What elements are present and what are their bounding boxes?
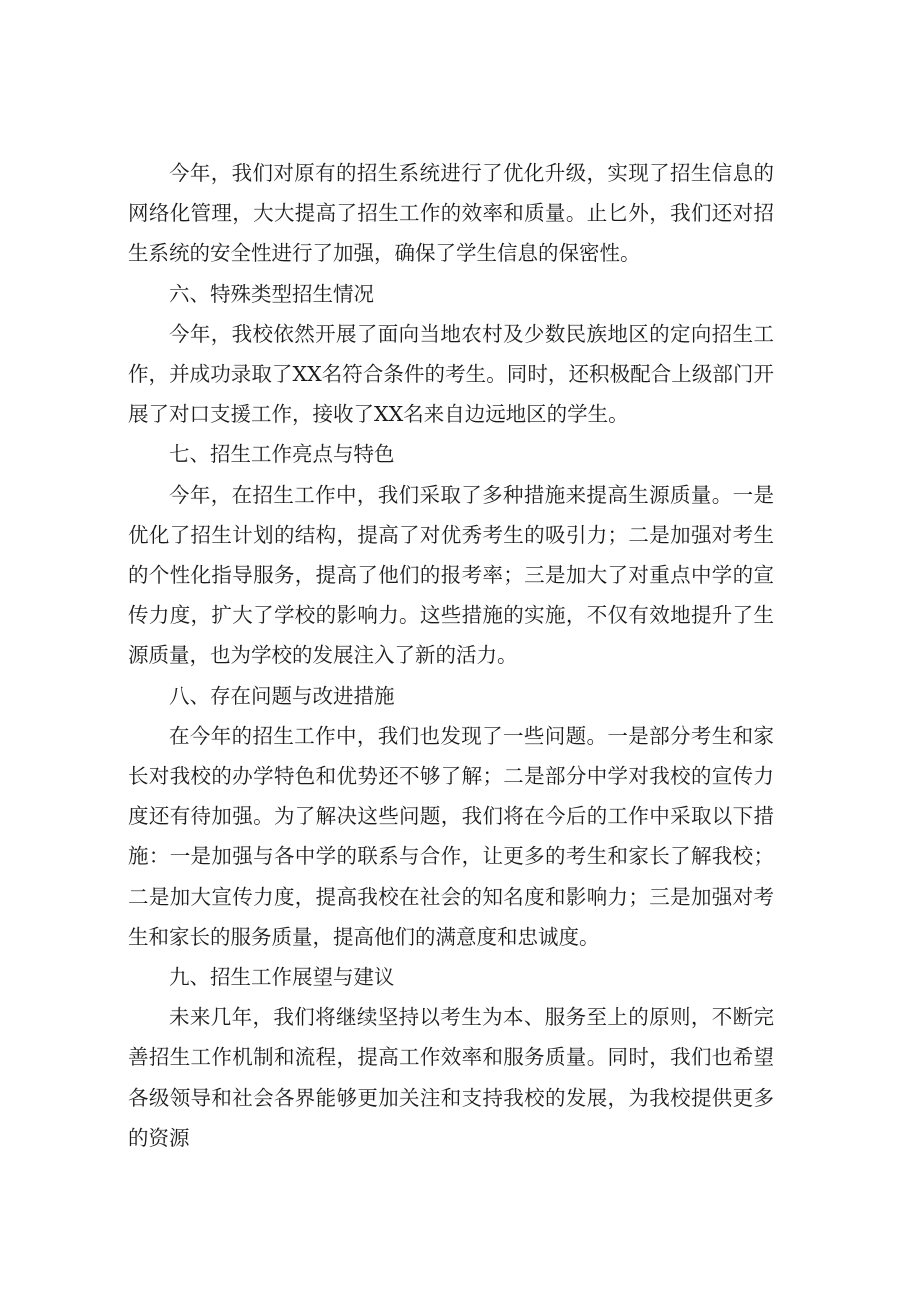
section-heading-8: 八、存在问题与改进措施 bbox=[169, 683, 395, 708]
paragraph-special-admission: 今年，我校依然开展了面向当地农村及少数民族地区的定向招生工作，并成功录取了XX名符合条件的考生。同时，还积极配合上级部门开展了对口支援工作，接收了XX名来自边远地区的学生。 bbox=[128, 321, 774, 427]
document-body bbox=[128, 153, 774, 1158]
paragraph-highlights: 今年，在招生工作中，我们采取了多种措施来提高生源质量。一是优化了招生计划的结构，提高了对优秀考生的吸引力；二是加强对考生的个性化指导服务，提高了他们的报考率；三是加大了对重点中学的宣传力度，扩大了学校的影响力。这些措施的实施，不仅有效地提升了生源质量，也为学校的发展注入了新的活力。 bbox=[128, 482, 774, 668]
section-heading-6: 六、特殊类型招生情况 bbox=[169, 281, 374, 306]
paragraph-problems: 在今年的招生工作中，我们也发现了一些问题。一是部分考生和家长对我校的办学特色和优势还不够了解；二是部分中学对我校的宣传力度还有待加强。为了解决这些问题，我们将在今后的工作中采取以下措施：一是加强与各中学的联系与合作，让更多的考生和家长了解我校；二是加大宣传力度，提高我校在社会的知名度和影响力；三是加强对考生和家长的服务质量，提高他们的满意度和忠诚度。 bbox=[128, 723, 774, 949]
paragraph-outlook: 未来几年，我们将继续坚持以考生为本、服务至上的原则，不断完善招生工作机制和流程，提高工作效率和服务质量。同时，我们也希望各级领导和社会各界能够更加关注和支持我校的发展，为我校提供更多的资源 bbox=[128, 1005, 774, 1150]
paragraph-system-upgrade: 今年，我们对原有的招生系统进行了优化升级，实现了招生信息的网络化管理，大大提高了招生工作的效率和质量。止匕外，我们还对招生系统的安全性进行了加强，确保了学生信息的保密性。 bbox=[128, 161, 774, 266]
section-heading-9: 九、招生工作展望与建议 bbox=[169, 965, 395, 990]
section-heading-7: 七、招生工作亮点与特色 bbox=[169, 442, 395, 467]
